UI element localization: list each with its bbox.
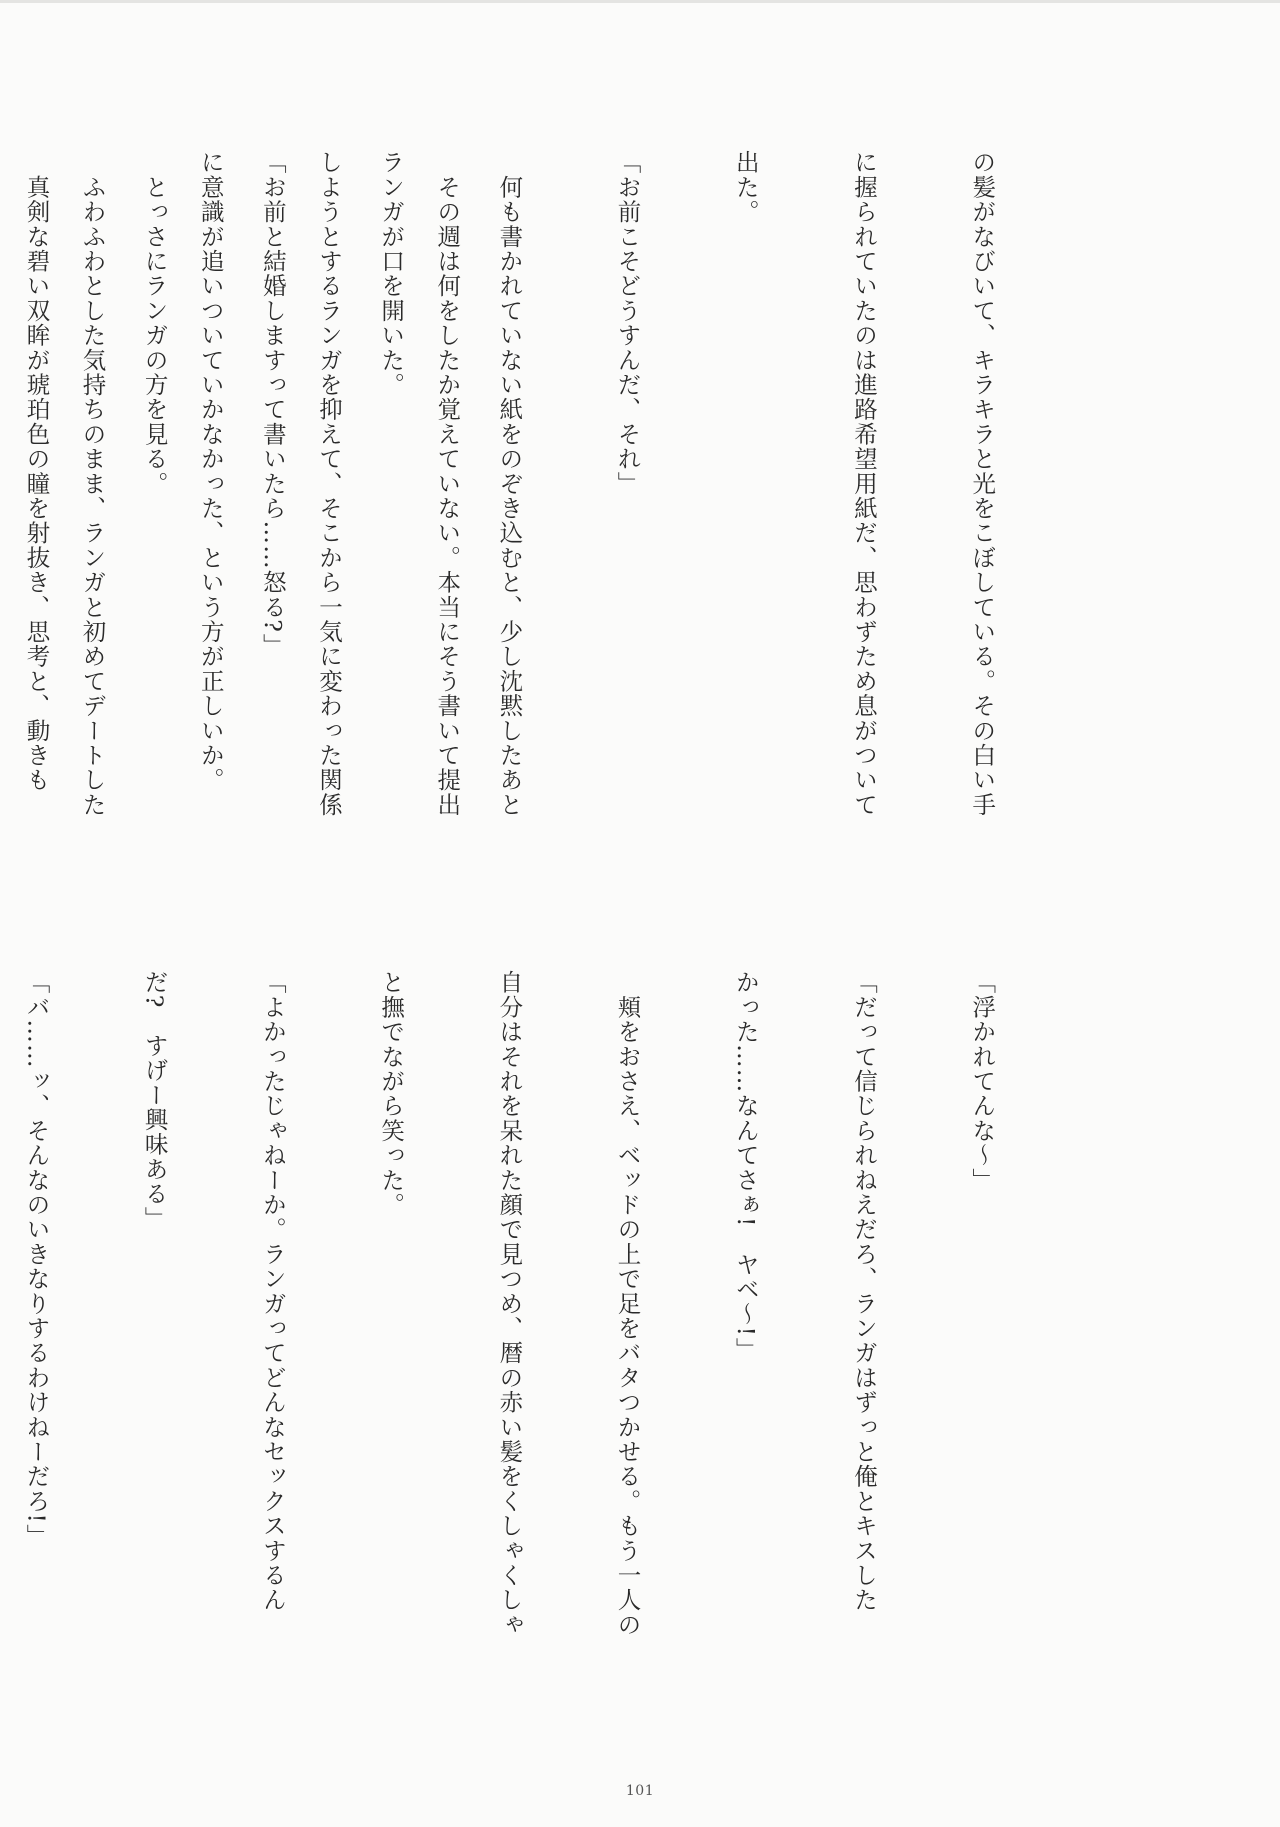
text-line: 「だって信じられねえだろ、ランガはずっと俺とキスした bbox=[849, 970, 878, 1613]
text-line: の髪がなびいて、キラキラと光をこぼしている。その白い手 bbox=[968, 150, 997, 817]
text-line: に意識が追いついていかなかった、という方が正しいか。 bbox=[196, 150, 225, 793]
text-line: 「浮かれてんな〜」 bbox=[968, 970, 997, 1193]
text-line: ランガが口を開いた。 bbox=[377, 150, 406, 397]
text-line: その週は何をしたか覚えていない。本当にそう書いて提出 bbox=[433, 150, 462, 817]
text-line: ふわふわとした気持ちのまま、ランガと初めてデートした bbox=[78, 150, 107, 817]
text-line: 頬をおさえ、ベッドの上で足をバタつかせる。もう一人の bbox=[613, 970, 642, 1637]
text-block-upper-left bbox=[0, 150, 545, 910]
text-line: 自分はそれを呆れた顔で見つめ、暦の赤い髪をくしゃくしゃ bbox=[495, 970, 524, 1637]
text-line: 「お前こそどうすんだ、それ」 bbox=[613, 150, 642, 496]
text-line: に握られていたのは進路希望用紙だ、思わずため息がついて bbox=[849, 150, 878, 817]
text-line: かった……なんてさぁ! ヤベ〜!」 bbox=[731, 970, 760, 1362]
page-number: 101 bbox=[625, 1783, 655, 1799]
text-line: 「よかったじゃねーか。ランガってどんなセックスするん bbox=[258, 970, 287, 1613]
text-line: 真剣な碧い双眸が琥珀色の瞳を射抜き、思考と、動きも bbox=[22, 150, 51, 793]
text-line: 何も書かれていない紙をのぞき込むと、少し沈黙したあと bbox=[495, 150, 524, 817]
text-line: とっさにランガの方を見る。 bbox=[140, 150, 169, 496]
page-top-edge bbox=[0, 0, 1280, 3]
text-line: しようとするランガを抑えて、そこから一気に変わった関係 bbox=[314, 150, 343, 817]
text-block-lower bbox=[0, 970, 1080, 1720]
text-line: と撫でながら笑った。 bbox=[377, 970, 406, 1217]
text-line: 「バ……ッ、そんなのいきなりするわけねーだろ!」 bbox=[22, 970, 51, 1549]
text-line: だ? すげー興味ある」 bbox=[140, 970, 169, 1231]
text-line: 出た。 bbox=[731, 150, 760, 225]
text-line: 「お前と結婚しますって書いたら……怒る?」 bbox=[258, 150, 287, 658]
